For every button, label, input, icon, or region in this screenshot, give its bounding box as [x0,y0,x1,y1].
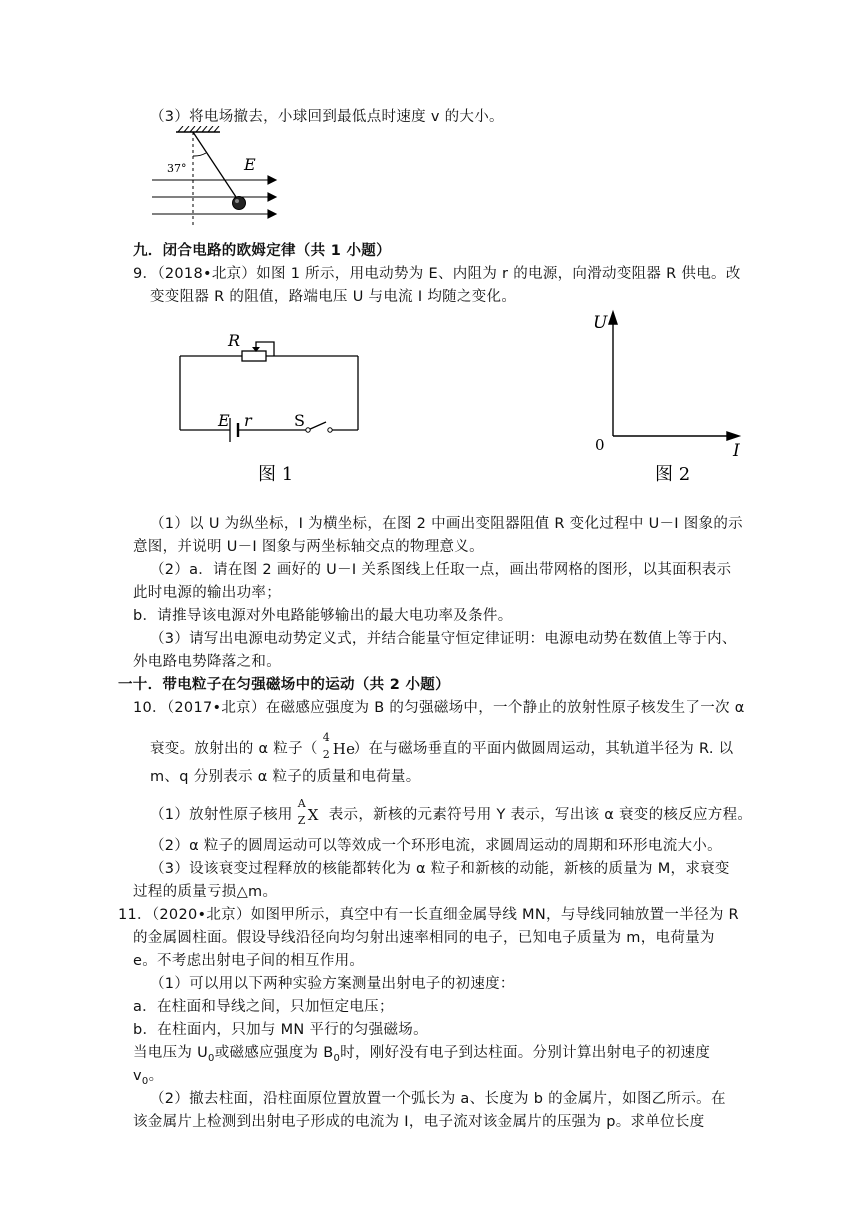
q9-part2-b: 此时电源的输出功率； [133,585,281,601]
q11-line1: 11．（2020•北京）如图甲所示，真空中有一长直细金属导线 MN，与导线同轴放置一半径为 R [118,907,739,923]
resistor-label: R [228,331,241,350]
internal-resistance-label: r [244,411,252,430]
q9-part1-b: 意图，并说明 U－I 图象与两坐标轴交点的物理意义。 [133,539,484,555]
axes-figure-2 [585,306,755,486]
q11-part1: （1）可以用以下两种实验方案测量出射电子的初速度： [150,976,515,992]
q10-line2 [150,732,733,766]
q9-part3-a: （3）请写出电源电动势定义式，并结合能量守恒定律证明：电源电动势在数值上等于内、 [150,631,737,647]
circuit-figure-1 [170,330,370,485]
section-9-heading: 九．闭合电路的欧姆定律（共 1 小题） [133,243,391,259]
q11-line2: 的金属圆柱面。假设导线沿径向均匀射出速率相同的电子，已知电子质量为 m，电荷量为 [133,930,715,946]
q11-part2-b: 该金属片上检测到出射电子形成的电流为 I，电子流对该金属片的压强为 p。求单位长度 [133,1114,705,1130]
q10-line1: 10．（2017•北京）在磁感应强度为 B 的匀强磁场中，一个静止的放射性原子核发生了一次 α [133,700,745,716]
q10-line2-start: 衰变。放射出的 α 粒子（ [150,741,318,757]
q9-line2: 变变阻器 R 的阻值，路端电压 U 与电流 I 均随之变化。 [150,289,517,305]
switch-label: S [294,411,305,430]
axis-u-label: U [593,313,608,333]
q10-line3: m、q 分别表示 α 粒子的质量和电荷量。 [150,769,421,785]
q8-part3-text: （3）将电场撤去，小球回到最低点时速度 v 的大小。 [150,109,504,125]
pendulum-figure [148,126,278,234]
q10-part1: （1）放射性原子核用 A Z X 表示，新核的元素符号用 Y 表示，写出该 α 衰变的核反应方程。 [150,798,752,832]
section-10-heading: 一十．带电粒子在匀强磁场中的运动（共 2 小题） [118,677,450,693]
q10-part3-a: （3）设该衰变过程释放的核能都转化为 α 粒子和新核的动能，新核的质量为 M，求衰变 [150,861,730,877]
q11-option-a: a．在柱面和导线之间，只加恒定电压； [133,999,394,1015]
q11-condition-line2: $v_0$。 [133,1068,164,1087]
axis-i-label: I [733,441,740,461]
q9-part1-a: （1）以 U 为纵坐标，I 为横坐标，在图 2 中画出变阻器阻值 R 变化过程中 U－I 图象的示 [150,516,743,532]
q10-part3-b: 过程的质量亏损△m。 [133,884,278,900]
q9-line1: 9．（2018•北京）如图 1 所示，用电动势为 E、内阻为 r 的电源，向滑动变阻器 R 供电。改 [133,266,741,282]
x-nuclide-symbol: A Z X [297,797,319,827]
q11-option-b: b．在柱面内，只加与 MN 平行的匀强磁场。 [133,1022,428,1038]
field-label: E [244,155,256,174]
q10-line2-end: ）在与磁场垂直的平面内做圆周运动，其轨道半径为 R. 以 [353,741,734,757]
q11-part2-a: （2）撤去柱面，沿柱面原位置放置一个弧长为 a、长度为 b 的金属片，如图乙所示。在 [150,1091,726,1107]
figure-2-caption: 图 2 [655,464,691,485]
q10-part2: （2）α 粒子的圆周运动可以等效成一个环形电流，求圆周运动的周期和环形电流大小。 [150,838,722,854]
q9-part2-a: （2）a．请在图 2 画好的 U－I 关系图线上任取一点，画出带网格的图形，以其面积表示 [150,562,732,578]
origin-label: 0 [595,436,605,454]
q11-condition-line1: 当电压为 $U_0$或磁感应强度为 $B_0$时，刚好没有电子到达柱面。分别计算出射电子的初速度 [133,1045,711,1064]
angle-label: 37° [167,162,187,175]
q11-line3: e。不考虑出射电子间的相互作用。 [133,953,365,969]
figure-1-caption: 图 1 [258,464,294,485]
q9-part2-c: b．请推导该电源对外电路能够输出的最大电功率及条件。 [133,608,513,624]
q9-part3-b: 外电路电势降落之和。 [133,654,281,670]
emf-label: E [218,411,230,430]
helium-nuclide-symbol: 4 2 He [322,731,356,761]
